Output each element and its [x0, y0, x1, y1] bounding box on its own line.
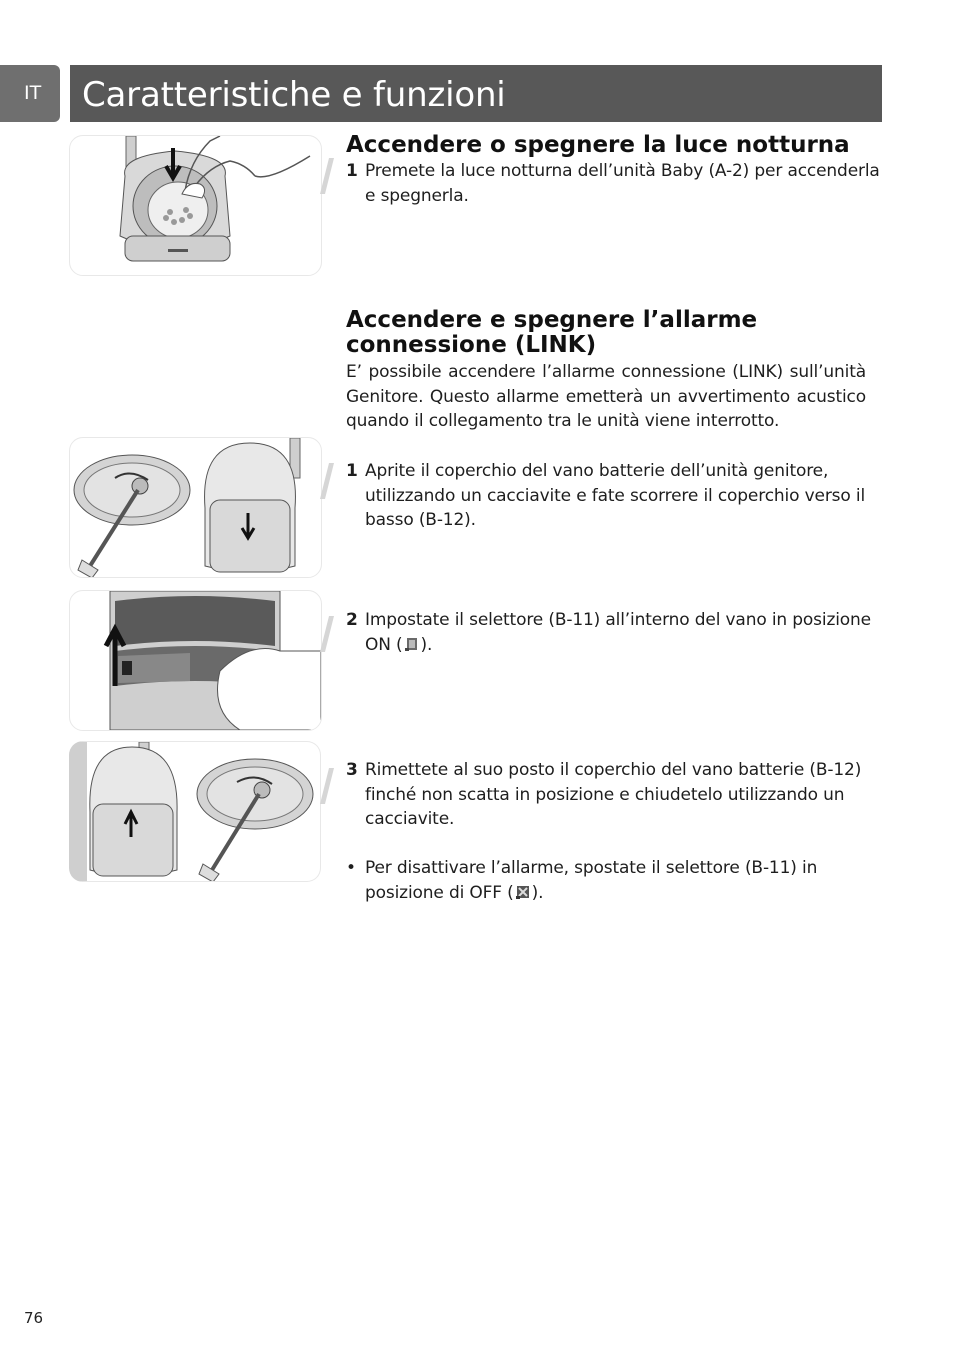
language-code: IT	[24, 82, 42, 104]
on-switch-icon	[403, 636, 421, 652]
title-bar	[70, 65, 882, 122]
step-text: Premete la luce notturna dell’unità Baby (A-2) per accenderla e spegnerla.	[365, 161, 880, 206]
section-heading-link-alarm	[346, 308, 882, 358]
heading-line-2: connessione (LINK)	[346, 332, 597, 358]
divider-slash	[320, 616, 334, 652]
step-number: 3	[346, 760, 358, 780]
step-text: Aprite il coperchio del vano batterie dell’unità genitore, utilizzando un cacciavite e fate scorrere il coperchio verso il basso (B-12).	[365, 461, 866, 531]
night-light-drawing	[70, 136, 321, 275]
section-link-alarm	[346, 308, 882, 434]
off-switch-icon	[514, 884, 532, 900]
open-cover-drawing	[70, 438, 321, 577]
step-1-block	[346, 459, 882, 533]
section-intro: E’ possibile accendere l’allarme connessione (LINK) sull’unità Genitore. Questo allarme emetterà un avvertimento acustico quando il collegamento tra le unità viene interrotto.	[346, 362, 866, 432]
illustration-close-cover	[69, 741, 321, 882]
page-number: 76	[24, 1309, 44, 1327]
heading-line-1: Accendere e spegnere l’allarme	[346, 307, 758, 333]
close-cover-drawing	[87, 742, 320, 881]
divider-slash	[320, 768, 334, 804]
step-item	[346, 608, 882, 657]
section-night-light	[346, 133, 882, 208]
section-heading-night-light: Accendere o spegnere la luce notturna	[346, 132, 850, 158]
step-item	[346, 159, 882, 208]
step-number: 1	[346, 161, 358, 181]
illustration-night-light	[69, 135, 322, 276]
step-3-block	[346, 758, 882, 906]
illustration-open-cover	[69, 437, 322, 578]
step-text: Rimettete al suo posto il coperchio del vano batterie (B-12) finché non scatta in posizione e chiudetelo utilizzando un cacciavite.	[365, 760, 862, 830]
step-text: Impostate il selettore (B-11) all’interno del vano in posizione ON (	[365, 610, 871, 655]
divider-slash	[320, 463, 334, 499]
step-text-end: ).	[420, 634, 433, 655]
bullet-text: Per disattivare l’allarme, spostate il selettore (B-11) in posizione di OFF (	[365, 858, 818, 903]
language-tab	[0, 65, 60, 122]
selector-drawing	[70, 591, 321, 730]
step-number: 2	[346, 610, 358, 630]
bullet-symbol: •	[346, 858, 356, 879]
page-title: Caratteristiche e funzioni	[82, 75, 506, 115]
step-item	[346, 459, 882, 533]
step-item	[346, 758, 882, 832]
bullet-text-end: ).	[531, 882, 544, 903]
divider-slash	[320, 158, 334, 194]
bullet-item	[346, 856, 882, 905]
illustration-selector	[69, 590, 322, 731]
step-2-block	[346, 608, 882, 657]
step-number: 1	[346, 461, 358, 481]
